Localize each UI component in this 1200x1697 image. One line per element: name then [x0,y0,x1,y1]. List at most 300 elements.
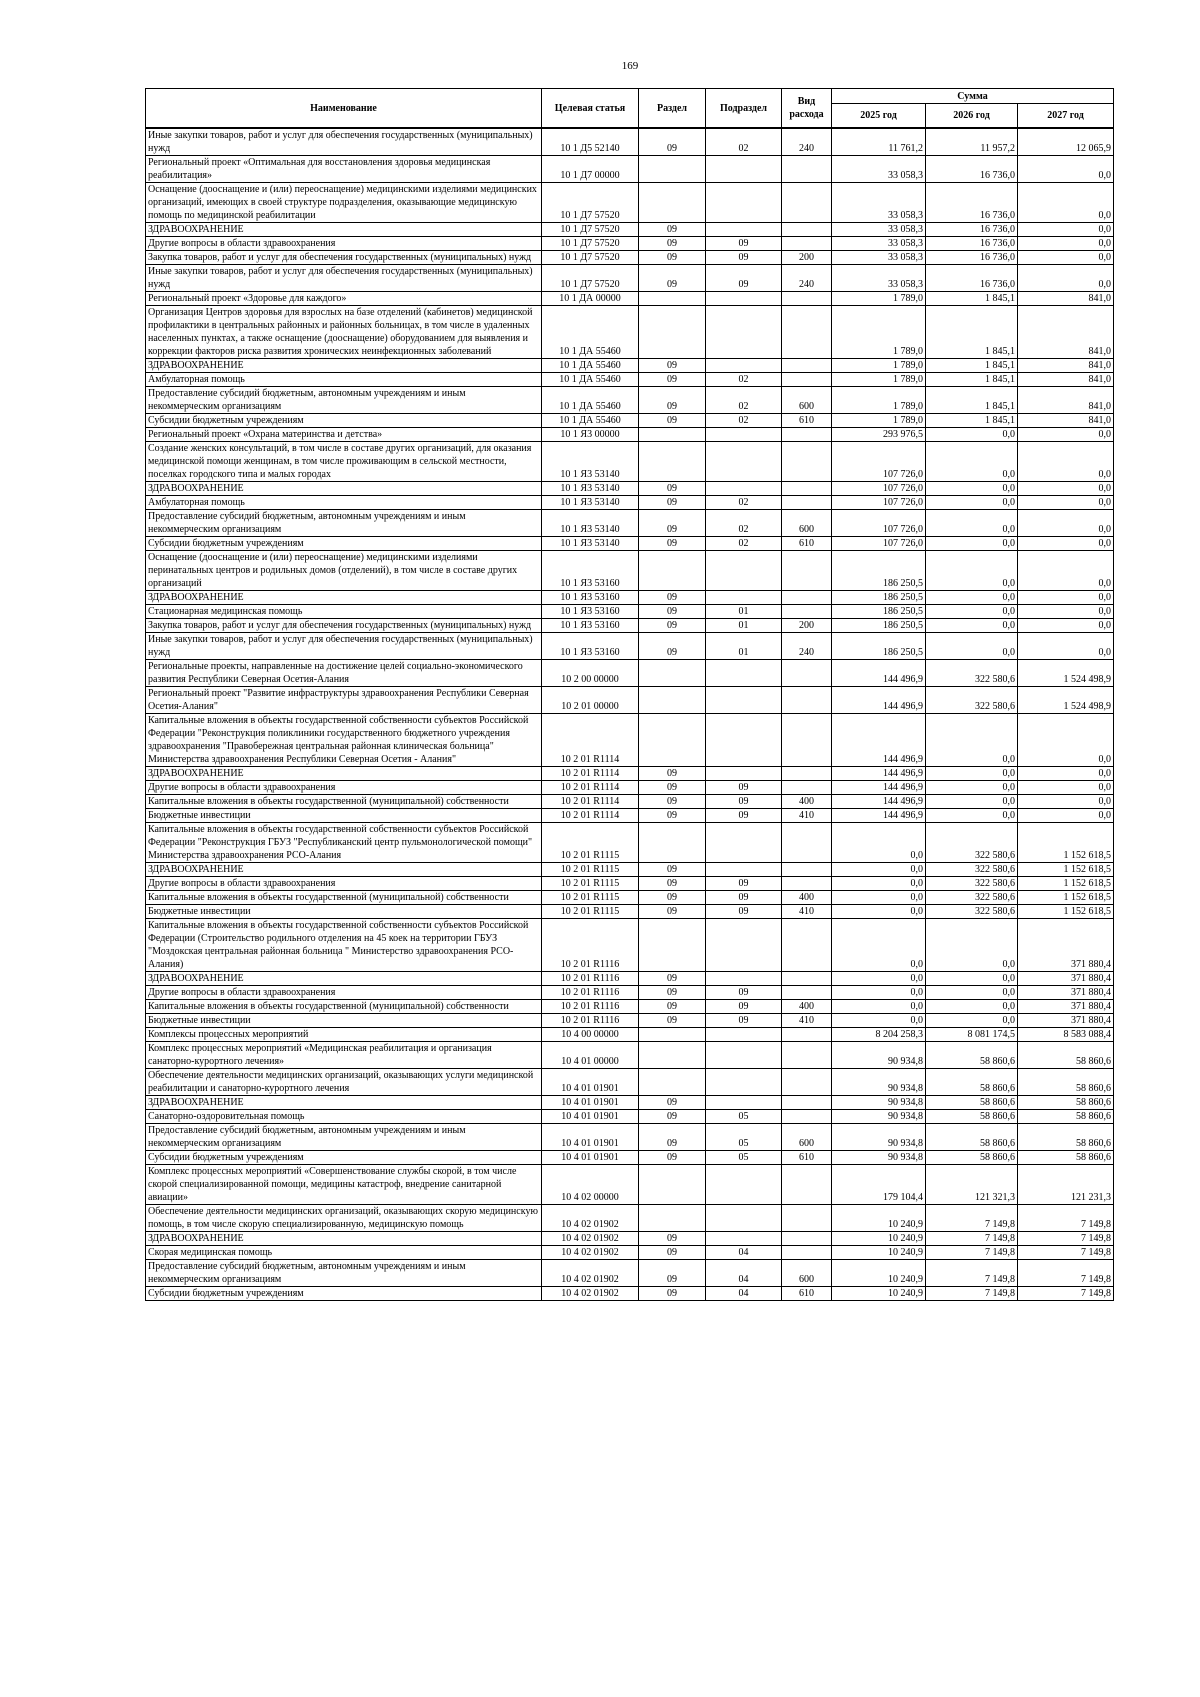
row-sum-2025-cell: 107 726,0 [832,482,926,496]
table-row [146,292,1114,306]
row-name-cell: Скорая медицинская помощь [146,1246,542,1260]
row-subsection-cell [706,1165,782,1205]
row-sum-2027-cell: 1 152 618,5 [1018,823,1114,863]
row-sum-2026-cell: 322 580,6 [926,660,1018,687]
row-sum-2027-cell: 371 880,4 [1018,1000,1114,1014]
row-sum-2026-cell: 121 321,3 [926,1165,1018,1205]
row-subsection-cell [706,156,782,183]
row-subsection-cell [706,591,782,605]
row-expense-type-cell [782,482,832,496]
row-subsection-cell: 02 [706,510,782,537]
row-name-cell: Закупка товаров, работ и услуг для обеспечения государственных (муниципальных) нужд [146,251,542,265]
row-section-cell: 09 [639,891,706,905]
row-subsection-cell [706,359,782,373]
row-name-cell: Предоставление субсидий бюджетным, автономным учреждениям и иным некоммерческим организациям [146,1124,542,1151]
row-expense-type-cell [782,223,832,237]
row-name-cell: Обеспечение деятельности медицинских организаций, оказывающих услуги медицинской реабилитации и санаторно-курортного лечения [146,1069,542,1096]
row-name-cell: Организация Центров здоровья для взрослых на базе отделений (кабинетов) медицинской профилактики в центральных районных и районных больницах, в том числе в удаленных населенных пунктах, а также оснащение (дооснащение) оборудованием для выявления и коррекции факторов риска развития хронических неинфекционных заболеваний [146,306,542,359]
row-target-article-cell: 10 1 ДА 55460 [542,359,639,373]
row-expense-type-cell: 610 [782,414,832,428]
row-sum-2025-cell: 90 934,8 [832,1124,926,1151]
row-target-article-cell: 10 1 Я3 00000 [542,428,639,442]
row-sum-2027-cell: 0,0 [1018,619,1114,633]
row-target-article-cell: 10 1 Д7 57520 [542,265,639,292]
row-sum-2027-cell: 371 880,4 [1018,919,1114,972]
row-subsection-cell: 09 [706,251,782,265]
row-sum-2026-cell: 1 845,1 [926,387,1018,414]
row-sum-2026-cell: 0,0 [926,1014,1018,1028]
row-sum-2027-cell: 58 860,6 [1018,1096,1114,1110]
row-sum-2025-cell: 186 250,5 [832,619,926,633]
row-section-cell [639,687,706,714]
row-section-cell: 09 [639,781,706,795]
row-expense-type-cell: 410 [782,905,832,919]
row-expense-type-cell: 410 [782,809,832,823]
row-sum-2026-cell: 7 149,8 [926,1246,1018,1260]
row-sum-2027-cell: 7 149,8 [1018,1260,1114,1287]
row-section-cell: 09 [639,1096,706,1110]
row-expense-type-cell: 410 [782,1014,832,1028]
row-sum-2026-cell: 0,0 [926,781,1018,795]
row-name-cell: Предоставление субсидий бюджетным, автономным учреждениям и иным некоммерческим организациям [146,1260,542,1287]
row-sum-2026-cell: 58 860,6 [926,1069,1018,1096]
row-sum-2025-cell: 107 726,0 [832,510,926,537]
row-target-article-cell: 10 1 Я3 53160 [542,619,639,633]
row-target-article-cell: 10 4 02 01902 [542,1205,639,1232]
row-sum-2027-cell: 0,0 [1018,551,1114,591]
row-sum-2026-cell: 58 860,6 [926,1096,1018,1110]
row-sum-2025-cell: 107 726,0 [832,496,926,510]
row-subsection-cell [706,442,782,482]
row-section-cell: 09 [639,1110,706,1124]
row-expense-type-cell [782,1110,832,1124]
row-section-cell: 09 [639,619,706,633]
table-row [146,905,1114,919]
row-sum-2026-cell: 0,0 [926,795,1018,809]
row-section-cell [639,428,706,442]
row-name-cell: ЗДРАВООХРАНЕНИЕ [146,223,542,237]
row-sum-2026-cell: 0,0 [926,537,1018,551]
row-sum-2026-cell: 8 081 174,5 [926,1028,1018,1042]
row-sum-2025-cell: 144 496,9 [832,809,926,823]
header-subsection: Подраздел [706,89,782,129]
row-name-cell: Региональный проект «Здоровье для каждого» [146,292,542,306]
row-subsection-cell [706,1042,782,1069]
row-target-article-cell: 10 2 01 R1115 [542,891,639,905]
row-sum-2027-cell: 371 880,4 [1018,1014,1114,1028]
row-sum-2026-cell: 11 957,2 [926,128,1018,156]
table-row [146,1260,1114,1287]
row-sum-2026-cell: 16 736,0 [926,183,1018,223]
row-target-article-cell: 10 1 Я3 53140 [542,496,639,510]
row-sum-2027-cell: 841,0 [1018,292,1114,306]
row-sum-2026-cell: 0,0 [926,767,1018,781]
row-section-cell: 09 [639,414,706,428]
row-sum-2026-cell: 0,0 [926,442,1018,482]
row-section-cell: 09 [639,265,706,292]
row-section-cell [639,551,706,591]
table-row [146,1028,1114,1042]
row-subsection-cell [706,687,782,714]
table-row [146,809,1114,823]
row-expense-type-cell [782,919,832,972]
row-target-article-cell: 10 2 01 R1115 [542,823,639,863]
row-target-article-cell: 10 4 01 01901 [542,1110,639,1124]
row-target-article-cell: 10 4 01 00000 [542,1042,639,1069]
row-section-cell: 09 [639,633,706,660]
row-sum-2025-cell: 33 058,3 [832,251,926,265]
row-name-cell: ЗДРАВООХРАНЕНИЕ [146,863,542,877]
row-sum-2026-cell: 322 580,6 [926,687,1018,714]
table-row [146,306,1114,359]
table-row [146,781,1114,795]
row-sum-2027-cell: 841,0 [1018,387,1114,414]
row-sum-2026-cell: 1 845,1 [926,359,1018,373]
row-expense-type-cell: 610 [782,537,832,551]
row-name-cell: Субсидии бюджетным учреждениям [146,414,542,428]
row-target-article-cell: 10 4 02 01902 [542,1246,639,1260]
row-target-article-cell: 10 2 01 R1114 [542,795,639,809]
table-row [146,442,1114,482]
row-sum-2027-cell: 58 860,6 [1018,1069,1114,1096]
row-sum-2026-cell: 16 736,0 [926,223,1018,237]
row-target-article-cell: 10 2 01 R1115 [542,877,639,891]
row-sum-2025-cell: 144 496,9 [832,795,926,809]
row-target-article-cell: 10 2 01 R1114 [542,809,639,823]
row-sum-2027-cell: 841,0 [1018,414,1114,428]
row-subsection-cell: 09 [706,891,782,905]
row-name-cell: Региональный проект «Охрана материнства и детства» [146,428,542,442]
row-target-article-cell: 10 4 02 01902 [542,1260,639,1287]
row-name-cell: Бюджетные инвестиции [146,1014,542,1028]
row-sum-2025-cell: 1 789,0 [832,414,926,428]
row-section-cell [639,1042,706,1069]
row-target-article-cell: 10 1 ДА 55460 [542,387,639,414]
row-target-article-cell: 10 4 02 00000 [542,1165,639,1205]
header-year-2027: 2027 год [1018,104,1114,129]
row-expense-type-cell: 240 [782,265,832,292]
row-expense-type-cell: 240 [782,633,832,660]
row-sum-2027-cell: 371 880,4 [1018,972,1114,986]
row-name-cell: Региональные проекты, направленные на достижение целей социально-экономического развития Республики Северная Осетия-Алания [146,660,542,687]
row-sum-2026-cell: 0,0 [926,972,1018,986]
row-subsection-cell [706,972,782,986]
row-expense-type-cell: 600 [782,1124,832,1151]
row-expense-type-cell: 600 [782,387,832,414]
row-sum-2027-cell: 0,0 [1018,767,1114,781]
row-sum-2027-cell: 0,0 [1018,251,1114,265]
row-expense-type-cell [782,373,832,387]
row-sum-2026-cell: 58 860,6 [926,1042,1018,1069]
row-subsection-cell: 05 [706,1151,782,1165]
table-row [146,591,1114,605]
row-section-cell: 09 [639,1260,706,1287]
row-expense-type-cell [782,1246,832,1260]
row-sum-2026-cell: 16 736,0 [926,237,1018,251]
table-row [146,265,1114,292]
row-section-cell: 09 [639,128,706,156]
row-sum-2025-cell: 10 240,9 [832,1287,926,1301]
row-section-cell: 09 [639,795,706,809]
row-subsection-cell [706,306,782,359]
row-subsection-cell: 02 [706,496,782,510]
row-target-article-cell: 10 2 01 R1115 [542,863,639,877]
row-sum-2025-cell: 144 496,9 [832,767,926,781]
row-sum-2027-cell: 0,0 [1018,809,1114,823]
row-name-cell: Предоставление субсидий бюджетным, автономным учреждениям и иным некоммерческим организациям [146,510,542,537]
row-name-cell: Иные закупки товаров, работ и услуг для обеспечения государственных (муниципальных) нужд [146,633,542,660]
table-row [146,877,1114,891]
table-row [146,1000,1114,1014]
row-sum-2026-cell: 0,0 [926,809,1018,823]
row-target-article-cell: 10 4 01 01901 [542,1124,639,1151]
row-sum-2027-cell: 841,0 [1018,359,1114,373]
row-subsection-cell [706,183,782,223]
budget-table [145,88,1114,1301]
row-name-cell: Амбулаторная помощь [146,496,542,510]
row-section-cell: 09 [639,1151,706,1165]
row-sum-2027-cell: 0,0 [1018,428,1114,442]
row-name-cell: Оснащение (дооснащение и (или) переоснащение) медицинскими изделиями медицинских организаций, имеющих в своей структуре подразделения, оказывающие медицинскую помощь по медицинской реабилитации [146,183,542,223]
row-sum-2025-cell: 90 934,8 [832,1110,926,1124]
row-subsection-cell: 09 [706,877,782,891]
row-name-cell: Субсидии бюджетным учреждениям [146,1287,542,1301]
row-sum-2026-cell: 322 580,6 [926,877,1018,891]
row-name-cell: Бюджетные инвестиции [146,809,542,823]
row-section-cell: 09 [639,1287,706,1301]
row-section-cell: 09 [639,1000,706,1014]
row-sum-2026-cell: 0,0 [926,496,1018,510]
row-name-cell: Капитальные вложения в объекты государственной (муниципальной) собственности [146,891,542,905]
row-sum-2027-cell: 58 860,6 [1018,1042,1114,1069]
row-section-cell [639,1165,706,1205]
row-expense-type-cell [782,591,832,605]
row-section-cell [639,306,706,359]
row-subsection-cell [706,863,782,877]
row-target-article-cell: 10 1 Д7 00000 [542,156,639,183]
table-header [146,89,1114,129]
row-name-cell: Региональный проект «Оптимальная для восстановления здоровья медицинская реабилитация» [146,156,542,183]
row-subsection-cell: 04 [706,1260,782,1287]
row-sum-2025-cell: 0,0 [832,1000,926,1014]
row-sum-2025-cell: 107 726,0 [832,442,926,482]
row-sum-2025-cell: 33 058,3 [832,237,926,251]
row-section-cell [639,660,706,687]
row-section-cell: 09 [639,877,706,891]
table-row [146,414,1114,428]
row-subsection-cell [706,223,782,237]
table-row [146,1246,1114,1260]
row-expense-type-cell: 610 [782,1287,832,1301]
row-sum-2025-cell: 90 934,8 [832,1096,926,1110]
row-sum-2025-cell: 90 934,8 [832,1069,926,1096]
row-expense-type-cell [782,359,832,373]
row-section-cell: 09 [639,359,706,373]
row-sum-2026-cell: 1 845,1 [926,306,1018,359]
row-name-cell: Другие вопросы в области здравоохранения [146,781,542,795]
row-target-article-cell: 10 2 01 R1116 [542,1014,639,1028]
row-expense-type-cell [782,714,832,767]
table-row [146,1165,1114,1205]
row-sum-2025-cell: 0,0 [832,863,926,877]
table-row [146,891,1114,905]
row-expense-type-cell [782,877,832,891]
row-sum-2027-cell: 0,0 [1018,183,1114,223]
row-target-article-cell: 10 1 Я3 53140 [542,537,639,551]
row-target-article-cell: 10 1 ДА 55460 [542,306,639,359]
row-name-cell: Капитальные вложения в объекты государственной собственности субъектов Российской Федерации "Реконструкция ГБУЗ "Республиканский центр пульмонологической помощи" Министерства здравоохранения РСО-Алания [146,823,542,863]
table-row [146,714,1114,767]
row-name-cell: Амбулаторная помощь [146,373,542,387]
row-subsection-cell [706,823,782,863]
row-expense-type-cell [782,605,832,619]
table-row [146,633,1114,660]
row-sum-2025-cell: 0,0 [832,972,926,986]
header-year-2025: 2025 год [832,104,926,129]
row-sum-2025-cell: 186 250,5 [832,605,926,619]
row-expense-type-cell: 400 [782,795,832,809]
row-section-cell: 09 [639,1014,706,1028]
row-sum-2027-cell: 1 152 618,5 [1018,891,1114,905]
row-section-cell [639,156,706,183]
row-sum-2026-cell: 322 580,6 [926,905,1018,919]
table-row [146,1096,1114,1110]
row-expense-type-cell [782,1028,832,1042]
row-sum-2027-cell: 0,0 [1018,496,1114,510]
row-target-article-cell: 10 1 Я3 53160 [542,633,639,660]
row-target-article-cell: 10 2 00 00000 [542,660,639,687]
row-sum-2026-cell: 0,0 [926,605,1018,619]
table-row [146,1151,1114,1165]
row-sum-2025-cell: 0,0 [832,1014,926,1028]
row-sum-2026-cell: 0,0 [926,1000,1018,1014]
row-sum-2025-cell: 33 058,3 [832,183,926,223]
row-section-cell [639,823,706,863]
row-section-cell [639,714,706,767]
row-section-cell: 09 [639,387,706,414]
row-expense-type-cell [782,781,832,795]
row-sum-2026-cell: 0,0 [926,619,1018,633]
row-sum-2027-cell: 1 524 498,9 [1018,660,1114,687]
row-sum-2026-cell: 58 860,6 [926,1124,1018,1151]
row-subsection-cell: 02 [706,537,782,551]
row-section-cell: 09 [639,905,706,919]
table-row [146,496,1114,510]
row-sum-2027-cell: 0,0 [1018,633,1114,660]
row-sum-2027-cell: 0,0 [1018,537,1114,551]
row-sum-2027-cell: 0,0 [1018,605,1114,619]
row-section-cell: 09 [639,223,706,237]
row-target-article-cell: 10 1 Д7 57520 [542,183,639,223]
row-sum-2026-cell: 322 580,6 [926,891,1018,905]
row-expense-type-cell [782,687,832,714]
row-section-cell [639,183,706,223]
row-name-cell: Субсидии бюджетным учреждениям [146,1151,542,1165]
row-section-cell: 09 [639,251,706,265]
table-row [146,619,1114,633]
row-sum-2027-cell: 7 149,8 [1018,1287,1114,1301]
table-row [146,537,1114,551]
row-target-article-cell: 10 4 02 01902 [542,1287,639,1301]
table-row [146,687,1114,714]
table-row [146,1205,1114,1232]
row-expense-type-cell: 240 [782,128,832,156]
row-sum-2027-cell: 7 149,8 [1018,1232,1114,1246]
table-row [146,1069,1114,1096]
row-expense-type-cell [782,1042,832,1069]
row-sum-2025-cell: 186 250,5 [832,633,926,660]
row-section-cell: 09 [639,605,706,619]
row-section-cell: 09 [639,1232,706,1246]
row-sum-2025-cell: 10 240,9 [832,1205,926,1232]
row-expense-type-cell [782,1205,832,1232]
row-subsection-cell: 02 [706,128,782,156]
row-name-cell: Обеспечение деятельности медицинских организаций, оказывающих скорую медицинскую помощь, в том числе скорую специализированную, медицинскую помощь [146,1205,542,1232]
row-sum-2025-cell: 0,0 [832,877,926,891]
row-expense-type-cell [782,1096,832,1110]
row-subsection-cell [706,1028,782,1042]
table-row [146,251,1114,265]
row-target-article-cell: 10 4 02 01902 [542,1232,639,1246]
row-target-article-cell: 10 1 Я3 53140 [542,510,639,537]
row-sum-2026-cell: 0,0 [926,986,1018,1000]
row-target-article-cell: 10 4 00 00000 [542,1028,639,1042]
header-target-article: Целевая статья [542,89,639,129]
row-sum-2025-cell: 0,0 [832,986,926,1000]
table-row [146,428,1114,442]
row-expense-type-cell [782,863,832,877]
row-name-cell: ЗДРАВООХРАНЕНИЕ [146,1096,542,1110]
row-target-article-cell: 10 1 Д7 57520 [542,251,639,265]
row-subsection-cell [706,1205,782,1232]
row-name-cell: Иные закупки товаров, работ и услуг для обеспечения государственных (муниципальных) нужд [146,265,542,292]
table-row [146,237,1114,251]
row-subsection-cell: 05 [706,1110,782,1124]
row-sum-2027-cell: 0,0 [1018,510,1114,537]
header-sum: Сумма [832,89,1114,104]
row-expense-type-cell [782,1165,832,1205]
row-sum-2026-cell: 16 736,0 [926,156,1018,183]
row-sum-2025-cell: 33 058,3 [832,223,926,237]
row-sum-2027-cell: 0,0 [1018,223,1114,237]
row-section-cell [639,442,706,482]
row-expense-type-cell: 600 [782,510,832,537]
row-subsection-cell: 02 [706,373,782,387]
row-sum-2025-cell: 144 496,9 [832,714,926,767]
row-name-cell: ЗДРАВООХРАНЕНИЕ [146,359,542,373]
row-name-cell: ЗДРАВООХРАНЕНИЕ [146,1232,542,1246]
row-target-article-cell: 10 1 Д7 57520 [542,223,639,237]
row-expense-type-cell [782,551,832,591]
table-row [146,223,1114,237]
row-sum-2025-cell: 1 789,0 [832,387,926,414]
row-subsection-cell: 09 [706,1000,782,1014]
table-row [146,373,1114,387]
row-sum-2025-cell: 90 934,8 [832,1151,926,1165]
row-name-cell: Оснащение (дооснащение и (или) переоснащение) медицинскими изделиями перинатальных центров и родильных домов (отделений), в том числе в составе других организаций [146,551,542,591]
row-subsection-cell [706,292,782,306]
row-name-cell: Капитальные вложения в объекты государственной собственности субъектов Российской Федерации (Строительство родильного отделения на 45 коек на территории ГБУЗ "Моздокская центральная районная больница " Министерство здравоохранения РСО-Алания) [146,919,542,972]
row-section-cell: 09 [639,496,706,510]
row-sum-2025-cell: 186 250,5 [832,591,926,605]
row-expense-type-cell [782,823,832,863]
row-subsection-cell: 09 [706,1014,782,1028]
row-sum-2026-cell: 0,0 [926,510,1018,537]
row-name-cell: Другие вопросы в области здравоохранения [146,877,542,891]
row-name-cell: Санаторно-оздоровительная помощь [146,1110,542,1124]
row-subsection-cell: 01 [706,605,782,619]
row-subsection-cell [706,1069,782,1096]
